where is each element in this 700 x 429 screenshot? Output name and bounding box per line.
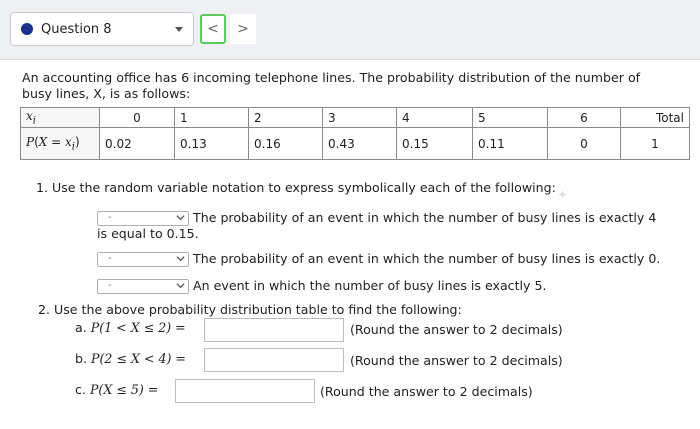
part2-item-a-expr: P(1 < X ≤ 2) = (90, 320, 186, 335)
table-row (21, 108, 690, 128)
part1-item-3-text: An event in which the number of busy lines is exactly 5. (193, 278, 547, 293)
part2-item-c (75, 382, 158, 398)
part2-item-b-letter: b. (75, 351, 87, 366)
row-header-probability: $P(X = x_i)$ (21, 128, 100, 160)
table-cell: 0 (548, 128, 621, 160)
part1-instruction: 1. Use the random variable notation to express symbolically each of the following: (36, 180, 556, 195)
question-select-label: Question 8 (41, 21, 112, 37)
table-cell: 2 (249, 108, 323, 128)
question-toolbar (0, 0, 700, 60)
part1-item-1-continuation: is equal to 0.15. (97, 226, 199, 241)
table-cell: 4 (397, 108, 473, 128)
part2-item-b-expr: P(2 ≤ X < 4) = (91, 351, 186, 366)
part1-item-2-text: The probability of an event in which the number of busy lines is exactly 0. (193, 251, 661, 266)
chevron-left-icon: < (207, 21, 219, 37)
table-cell: 0 (100, 108, 175, 128)
part2-item-b (75, 351, 186, 367)
next-question-button[interactable] (230, 14, 256, 44)
answer-input-c[interactable] (175, 379, 315, 403)
part1-item-3 (97, 278, 547, 294)
symbol-select-2[interactable]: - (97, 252, 189, 267)
table-cell: 1 (175, 108, 249, 128)
chevron-right-icon: > (237, 21, 249, 37)
question-status-dot (21, 23, 33, 35)
table-cell: 6 (548, 108, 621, 128)
part2-item-a (75, 320, 186, 336)
table-cell: 0.02 (100, 128, 175, 160)
previous-question-button[interactable] (200, 14, 226, 44)
chevron-down-icon (176, 213, 185, 222)
table-cell: 0.11 (473, 128, 548, 160)
table-row (21, 128, 690, 160)
part2-item-a-letter: a. (75, 320, 87, 335)
table-total-value: 1 (621, 128, 690, 160)
question-select[interactable] (10, 12, 194, 46)
part2-item-c-expr: P(X ≤ 5) = (89, 382, 159, 397)
problem-intro: An accounting office has 6 incoming telephone lines. The probability distribution of the number of busy lines, X, is as follows: (22, 70, 641, 101)
table-cell: 0.43 (323, 128, 397, 160)
part2-instruction: 2. Use the above probability distribution table to find the following: (38, 302, 462, 317)
answer-input-a[interactable] (204, 318, 344, 342)
caret-down-icon (175, 27, 183, 32)
table-total-header: Total (621, 108, 690, 128)
part2-item-c-letter: c. (75, 382, 86, 397)
table-cell: 0.13 (175, 128, 249, 160)
part2-item-b-hint: (Round the answer to 2 decimals) (350, 353, 563, 368)
chevron-down-icon (176, 254, 185, 263)
part1-item-1-text: The probability of an event in which the number of busy lines is exactly 4 (193, 210, 657, 225)
table-cell: 0.16 (249, 128, 323, 160)
symbol-select-1[interactable]: - (97, 211, 189, 226)
symbol-select-3[interactable]: - (97, 279, 189, 294)
part1-item-1 (97, 210, 656, 226)
part1-item-2 (97, 251, 660, 267)
answer-input-b[interactable] (204, 348, 344, 372)
table-cell: 5 (473, 108, 548, 128)
row-header-xi: $x_i$ (21, 108, 100, 128)
distribution-table (20, 107, 690, 160)
table-cell: 0.15 (397, 128, 473, 160)
chevron-down-icon (176, 281, 185, 290)
part2-item-a-hint: (Round the answer to 2 decimals) (350, 322, 563, 337)
part2-item-c-hint: (Round the answer to 2 decimals) (320, 384, 533, 399)
sparkle-icon (558, 190, 567, 199)
table-cell: 3 (323, 108, 397, 128)
